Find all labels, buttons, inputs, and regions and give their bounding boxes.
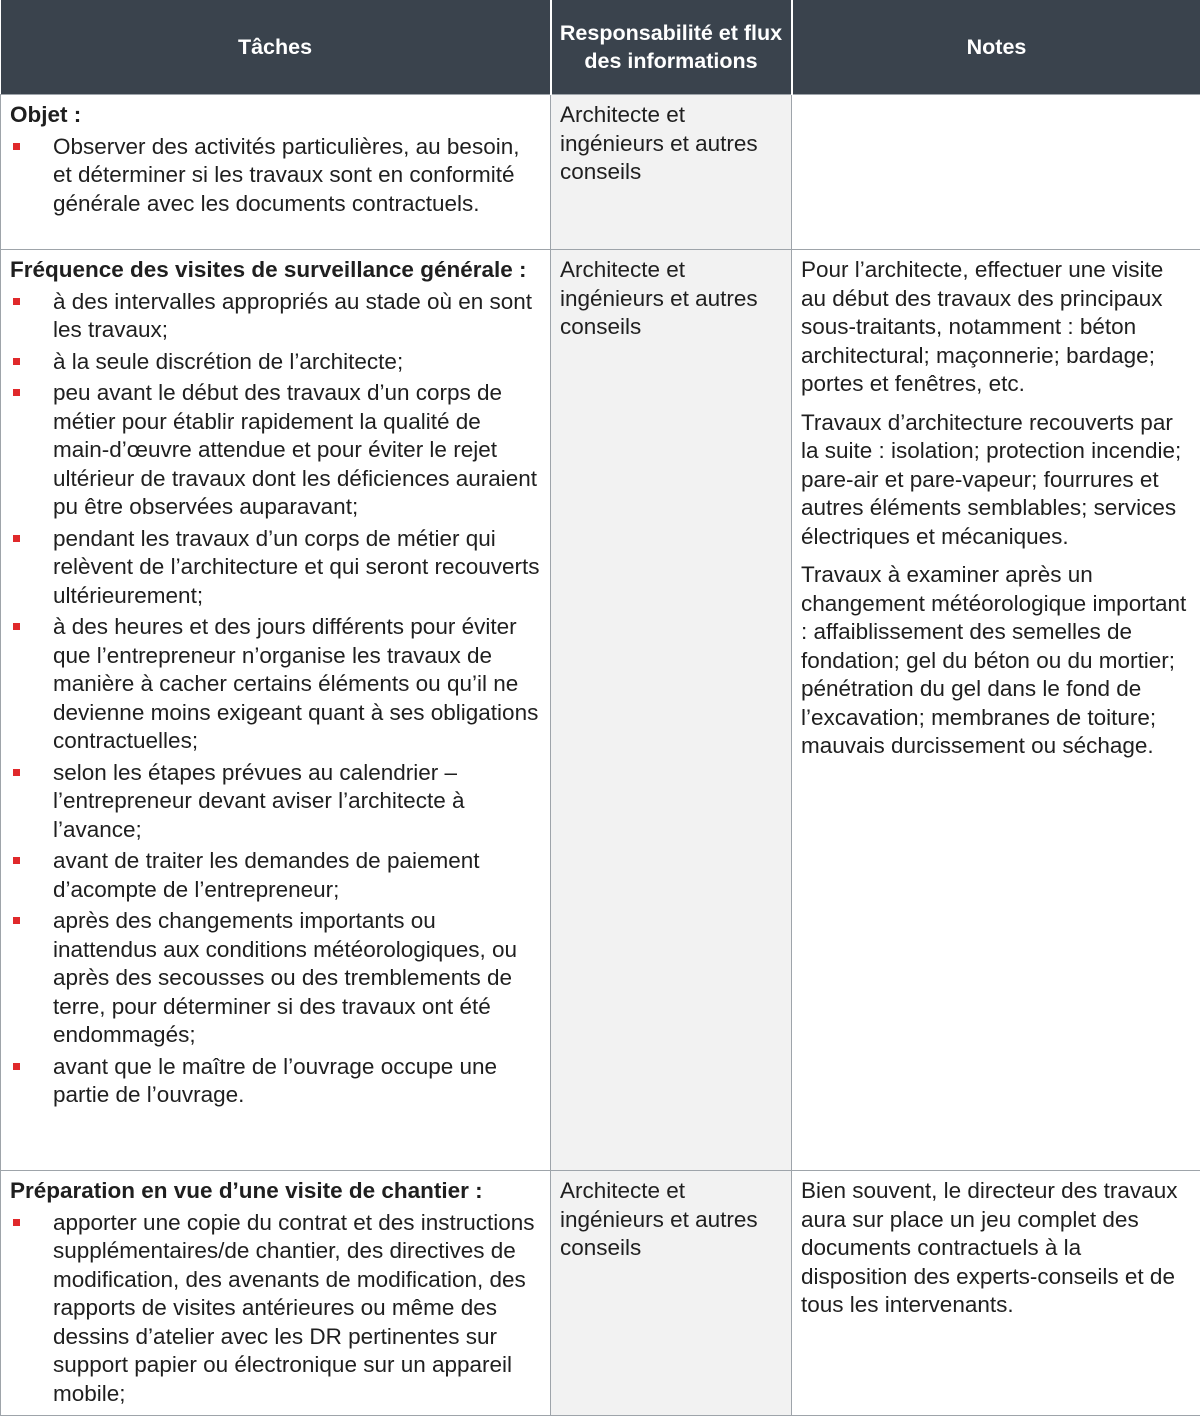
header-notes: Notes (792, 0, 1200, 95)
list-item-text: à des intervalles appropriés au stade où en sont les travaux; (53, 289, 532, 343)
task-title: Fréquence des visites de surveillance générale : (10, 256, 541, 285)
list-item (10, 1053, 541, 1110)
list-item-text: après des changements importants ou inattendus aux conditions météorologiques, ou après des secousses ou des tremblements de terre, pour déterminer si des travaux ont été endommagés; (53, 908, 517, 1047)
notes-cell (792, 1171, 1200, 1416)
list-item-text: Observer des activités particulières, au besoin, et déterminer si les travaux sont en conformité générale avec les documents contractuels. (53, 134, 519, 216)
list-item-text: à des heures et des jours différents pour éviter que l’entrepreneur n’organise les travaux de manière à cacher certains éléments ou qu’il ne devienne moins exigeant quant à ses obligations contractuelles; (53, 614, 538, 753)
list-item (10, 133, 541, 219)
table-row-frequence (1, 250, 1200, 1171)
square-bullet-icon (13, 389, 20, 396)
list-item (10, 759, 541, 845)
list-item (10, 1209, 541, 1409)
list-item (10, 613, 541, 756)
responsibility-cell: Architecte et ingénieurs et autres conseils (551, 250, 792, 1171)
list-item-text: à la seule discrétion de l’architecte; (53, 349, 403, 374)
square-bullet-icon (13, 1063, 20, 1070)
list-item-text: avant que le maître de l’ouvrage occupe une partie de l’ouvrage. (53, 1054, 497, 1108)
notes-cell (792, 95, 1200, 250)
table-header-row (1, 0, 1200, 95)
notes-cell (792, 250, 1200, 1171)
header-tasks: Tâches (1, 0, 551, 95)
square-bullet-icon (13, 917, 20, 924)
square-bullet-icon (13, 143, 20, 150)
square-bullet-icon (13, 298, 20, 305)
header-responsibility: Responsabilité et flux des informations (551, 0, 792, 95)
list-item-text: pendant les travaux d’un corps de métier qui relèvent de l’architecture et qui seront recouverts ultérieurement; (53, 526, 540, 608)
square-bullet-icon (13, 535, 20, 542)
list-item (10, 907, 541, 1050)
square-bullet-icon (13, 358, 20, 365)
list-item (10, 288, 541, 345)
note-paragraph: Travaux à examiner après un changement météorologique important : affaiblissement des semelles de fondation; gel du béton ou du mortier; pénétration du gel dans le fond de l’excavation; membranes de toiture; mauvais durcissement ou séchage. (801, 561, 1191, 761)
table-row-preparation (1, 1171, 1200, 1416)
tasks-cell (1, 1171, 551, 1416)
list-item (10, 379, 541, 522)
responsibility-cell: Architecte et ingénieurs et autres conseils (551, 1171, 792, 1416)
list-item (10, 525, 541, 611)
list-item (10, 348, 541, 377)
list-item-text: avant de traiter les demandes de paiement d’acompte de l’entrepreneur; (53, 848, 480, 902)
note-paragraph: Travaux d’architecture recouverts par la suite : isolation; protection incendie; pare-air et pare-vapeur; fourrures et autres éléments semblables; services électriques et mécaniques. (801, 409, 1191, 552)
list-item (10, 847, 541, 904)
list-item-text: apporter une copie du contrat et des instructions supplémentaires/de chantier, des directives de modification, des avenants de modification, des rapports de visites antérieures ou même des dessins d’atelier avec les DR pertinentes sur support papier ou électronique sur un appareil mobile; (53, 1210, 535, 1406)
square-bullet-icon (13, 623, 20, 630)
tasks-cell (1, 95, 551, 250)
tasks-cell (1, 250, 551, 1171)
note-paragraph: Pour l’architecte, effectuer une visite au début des travaux des principaux sous-traitants, notamment : béton architectural; maçonnerie; bardage; portes et fenêtres, etc. (801, 256, 1191, 399)
task-title: Préparation en vue d’une visite de chantier : (10, 1177, 541, 1206)
task-list (10, 288, 541, 1110)
responsibility-cell: Architecte et ingénieurs et autres conseils (551, 95, 792, 250)
list-item-text: selon les étapes prévues au calendrier – l’entrepreneur devant aviser l’architecte à l’avance; (53, 760, 464, 842)
square-bullet-icon (13, 769, 20, 776)
list-item-text: peu avant le début des travaux d’un corps de métier pour établir rapidement la qualité de main-d’œuvre attendue et pour éviter le rejet ultérieur de travaux dont les déficiences auraient pu être observées auparavant; (53, 380, 537, 519)
note-paragraph: Bien souvent, le directeur des travaux aura sur place un jeu complet des documents contractuels à la disposition des experts-conseils et de tous les intervenants. (801, 1177, 1191, 1320)
square-bullet-icon (13, 1219, 20, 1226)
task-list (10, 133, 541, 219)
table-row-objet (1, 95, 1200, 250)
square-bullet-icon (13, 857, 20, 864)
task-title: Objet : (10, 101, 541, 130)
task-list (10, 1209, 541, 1409)
